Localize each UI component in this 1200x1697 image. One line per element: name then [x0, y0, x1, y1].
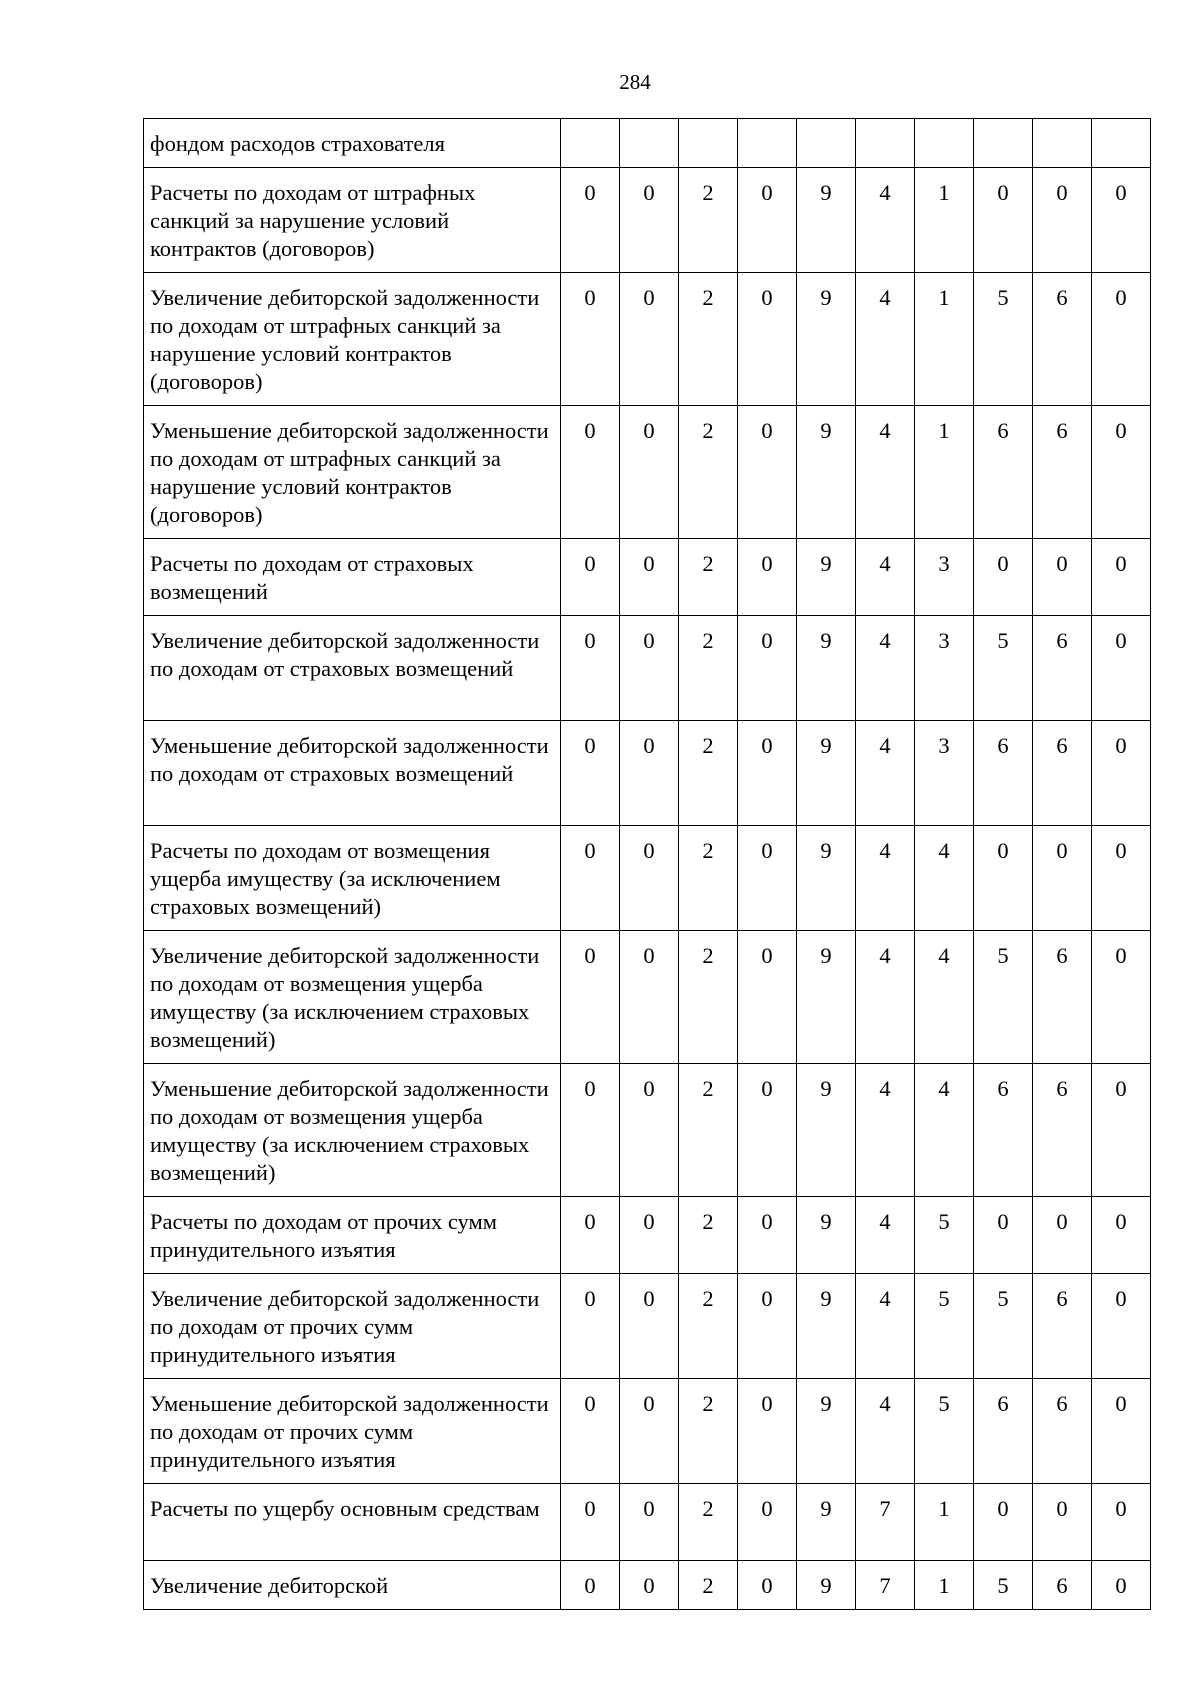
code-digit-cell: [915, 119, 974, 168]
account-name-cell: Увеличение дебиторской: [144, 1561, 561, 1610]
code-digit-cell: 0: [561, 1274, 620, 1379]
code-digit-cell: 0: [561, 539, 620, 616]
code-digit-cell: 9: [797, 826, 856, 931]
code-digit-cell: 0: [974, 168, 1033, 273]
code-digit-cell: [561, 119, 620, 168]
code-digit-cell: 0: [561, 826, 620, 931]
code-digit-cell: 0: [738, 539, 797, 616]
table-body: [144, 119, 1151, 1610]
code-digit-cell: 0: [1033, 826, 1092, 931]
code-digit-cell: 9: [797, 168, 856, 273]
code-digit-cell: 6: [974, 1379, 1033, 1484]
code-digit-cell: 5: [974, 273, 1033, 406]
code-digit-cell: 0: [974, 1197, 1033, 1274]
code-digit-cell: 0: [1033, 168, 1092, 273]
code-digit-cell: 2: [679, 1379, 738, 1484]
code-digit-cell: 6: [974, 406, 1033, 539]
account-name-cell: Уменьшение дебиторской задолженности по доходам от прочих сумм принудительного изъятия: [144, 1379, 561, 1484]
code-digit-cell: 1: [915, 1484, 974, 1561]
account-name-cell: Увеличение дебиторской задолженности по доходам от страховых возмещений: [144, 616, 561, 721]
table-row: [144, 616, 1151, 721]
code-digit-cell: 0: [561, 168, 620, 273]
code-digit-cell: 0: [620, 1379, 679, 1484]
code-digit-cell: 0: [561, 1379, 620, 1484]
code-digit-cell: 0: [738, 1197, 797, 1274]
table-row: [144, 1561, 1151, 1610]
code-digit-cell: 9: [797, 1379, 856, 1484]
table-row: [144, 168, 1151, 273]
code-digit-cell: 6: [1033, 931, 1092, 1064]
code-digit-cell: 0: [738, 273, 797, 406]
code-digit-cell: 6: [974, 721, 1033, 826]
code-digit-cell: 6: [1033, 1379, 1092, 1484]
code-digit-cell: 0: [561, 1561, 620, 1610]
code-digit-cell: 4: [856, 1064, 915, 1197]
code-digit-cell: 6: [974, 1064, 1033, 1197]
code-digit-cell: 9: [797, 273, 856, 406]
code-digit-cell: 5: [974, 1561, 1033, 1610]
code-digit-cell: 2: [679, 1561, 738, 1610]
table-row: [144, 273, 1151, 406]
code-digit-cell: 0: [1092, 616, 1151, 721]
code-digit-cell: [1092, 119, 1151, 168]
code-digit-cell: 4: [856, 826, 915, 931]
code-digit-cell: 0: [620, 721, 679, 826]
code-digit-cell: [738, 119, 797, 168]
code-digit-cell: 9: [797, 1064, 856, 1197]
code-digit-cell: 5: [974, 1274, 1033, 1379]
table-row: [144, 826, 1151, 931]
code-digit-cell: 0: [620, 406, 679, 539]
code-digit-cell: [1033, 119, 1092, 168]
code-digit-cell: 0: [620, 273, 679, 406]
code-digit-cell: 0: [1092, 826, 1151, 931]
code-digit-cell: 6: [1033, 1561, 1092, 1610]
code-digit-cell: 4: [856, 721, 915, 826]
account-name-cell: Расчеты по доходам от прочих сумм принудительного изъятия: [144, 1197, 561, 1274]
code-digit-cell: 7: [856, 1561, 915, 1610]
code-digit-cell: 4: [915, 1064, 974, 1197]
code-digit-cell: 4: [856, 931, 915, 1064]
code-digit-cell: [679, 119, 738, 168]
account-name-cell: Расчеты по доходам от штрафных санкций за нарушение условий контрактов (договоров): [144, 168, 561, 273]
code-digit-cell: 0: [620, 539, 679, 616]
code-digit-cell: 0: [1033, 1484, 1092, 1561]
table-row: [144, 1274, 1151, 1379]
code-digit-cell: 9: [797, 406, 856, 539]
code-digit-cell: 4: [856, 1274, 915, 1379]
code-digit-cell: 0: [738, 1484, 797, 1561]
code-digit-cell: 0: [561, 1484, 620, 1561]
code-digit-cell: 9: [797, 721, 856, 826]
code-digit-cell: 2: [679, 168, 738, 273]
table-row: [144, 1064, 1151, 1197]
code-digit-cell: 0: [561, 406, 620, 539]
page-number: 284: [619, 70, 651, 94]
table-row: [144, 1484, 1151, 1561]
account-name-cell: Уменьшение дебиторской задолженности по доходам от страховых возмещений: [144, 721, 561, 826]
code-digit-cell: 0: [738, 406, 797, 539]
code-digit-cell: 3: [915, 539, 974, 616]
code-digit-cell: 2: [679, 931, 738, 1064]
table-row: [144, 1197, 1151, 1274]
code-digit-cell: 5: [915, 1197, 974, 1274]
code-digit-cell: 0: [738, 168, 797, 273]
code-digit-cell: 9: [797, 616, 856, 721]
code-digit-cell: 3: [915, 721, 974, 826]
code-digit-cell: 2: [679, 1197, 738, 1274]
code-digit-cell: 0: [561, 1064, 620, 1197]
code-digit-cell: 7: [856, 1484, 915, 1561]
table-row: [144, 539, 1151, 616]
code-digit-cell: 2: [679, 539, 738, 616]
table-row: [144, 119, 1151, 168]
account-name-cell: Расчеты по доходам от возмещения ущерба имуществу (за исключением страховых возмещений): [144, 826, 561, 931]
code-digit-cell: 9: [797, 1561, 856, 1610]
code-digit-cell: 2: [679, 826, 738, 931]
code-digit-cell: 6: [1033, 721, 1092, 826]
code-digit-cell: 0: [561, 721, 620, 826]
code-digit-cell: 0: [1092, 931, 1151, 1064]
account-name-cell: Уменьшение дебиторской задолженности по доходам от штрафных санкций за нарушение условий контрактов (договоров): [144, 406, 561, 539]
code-digit-cell: 0: [1092, 273, 1151, 406]
code-digit-cell: 0: [1092, 1274, 1151, 1379]
code-digit-cell: 0: [738, 826, 797, 931]
code-digit-cell: 2: [679, 273, 738, 406]
code-digit-cell: 1: [915, 168, 974, 273]
code-digit-cell: 0: [1092, 168, 1151, 273]
table-row: [144, 931, 1151, 1064]
code-digit-cell: 2: [679, 721, 738, 826]
code-digit-cell: 0: [620, 1197, 679, 1274]
code-digit-cell: 4: [915, 931, 974, 1064]
account-name-cell: Увеличение дебиторской задолженности по доходам от прочих сумм принудительного изъятия: [144, 1274, 561, 1379]
code-digit-cell: 5: [915, 1379, 974, 1484]
code-digit-cell: 4: [915, 826, 974, 931]
code-digit-cell: [797, 119, 856, 168]
account-name-cell: Расчеты по ущербу основным средствам: [144, 1484, 561, 1561]
code-digit-cell: 9: [797, 931, 856, 1064]
account-name-cell: Увеличение дебиторской задолженности по доходам от штрафных санкций за нарушение условий контрактов (договоров): [144, 273, 561, 406]
code-digit-cell: 0: [620, 168, 679, 273]
code-digit-cell: 3: [915, 616, 974, 721]
code-digit-cell: 0: [620, 826, 679, 931]
code-digit-cell: 2: [679, 1274, 738, 1379]
code-digit-cell: 4: [856, 1379, 915, 1484]
account-codes-table: [143, 118, 1151, 1610]
code-digit-cell: 0: [620, 1274, 679, 1379]
table-row: [144, 721, 1151, 826]
code-digit-cell: 0: [738, 1379, 797, 1484]
code-digit-cell: 4: [856, 273, 915, 406]
code-digit-cell: 6: [1033, 1064, 1092, 1197]
code-digit-cell: 0: [974, 826, 1033, 931]
code-digit-cell: 0: [1092, 1379, 1151, 1484]
code-digit-cell: 0: [620, 931, 679, 1064]
code-digit-cell: 4: [856, 168, 915, 273]
code-digit-cell: 0: [620, 1561, 679, 1610]
code-digit-cell: 9: [797, 1274, 856, 1379]
code-digit-cell: 9: [797, 539, 856, 616]
code-digit-cell: 6: [1033, 406, 1092, 539]
code-digit-cell: 0: [561, 616, 620, 721]
code-digit-cell: 5: [974, 931, 1033, 1064]
code-digit-cell: [856, 119, 915, 168]
code-digit-cell: 2: [679, 616, 738, 721]
code-digit-cell: 0: [1092, 539, 1151, 616]
table-row: [144, 1379, 1151, 1484]
code-digit-cell: 1: [915, 273, 974, 406]
code-digit-cell: 0: [738, 1064, 797, 1197]
code-digit-cell: 5: [915, 1274, 974, 1379]
code-digit-cell: 0: [738, 721, 797, 826]
code-digit-cell: 9: [797, 1484, 856, 1561]
code-digit-cell: 0: [738, 1561, 797, 1610]
code-digit-cell: 0: [1033, 1197, 1092, 1274]
code-digit-cell: 4: [856, 1197, 915, 1274]
code-digit-cell: 5: [974, 616, 1033, 721]
code-digit-cell: 0: [1092, 1064, 1151, 1197]
code-digit-cell: 0: [1092, 406, 1151, 539]
code-digit-cell: 0: [1092, 1561, 1151, 1610]
code-digit-cell: 1: [915, 406, 974, 539]
code-digit-cell: 0: [738, 616, 797, 721]
code-digit-cell: 6: [1033, 616, 1092, 721]
code-digit-cell: 0: [620, 1484, 679, 1561]
account-name-cell: Уменьшение дебиторской задолженности по доходам от возмещения ущерба имуществу (за исключением страховых возмещений): [144, 1064, 561, 1197]
code-digit-cell: 9: [797, 1197, 856, 1274]
code-digit-cell: 1: [915, 1561, 974, 1610]
account-name-cell: Увеличение дебиторской задолженности по доходам от возмещения ущерба имуществу (за исключением страховых возмещений): [144, 931, 561, 1064]
code-digit-cell: 2: [679, 1484, 738, 1561]
code-digit-cell: 0: [738, 1274, 797, 1379]
code-digit-cell: 0: [561, 931, 620, 1064]
code-digit-cell: [974, 119, 1033, 168]
table-row: [144, 406, 1151, 539]
code-digit-cell: 0: [620, 616, 679, 721]
code-digit-cell: 2: [679, 406, 738, 539]
code-digit-cell: 6: [1033, 273, 1092, 406]
account-name-cell: Расчеты по доходам от страховых возмещений: [144, 539, 561, 616]
code-digit-cell: 0: [620, 1064, 679, 1197]
code-digit-cell: 6: [1033, 1274, 1092, 1379]
code-digit-cell: [620, 119, 679, 168]
code-digit-cell: 4: [856, 616, 915, 721]
code-digit-cell: 0: [974, 539, 1033, 616]
code-digit-cell: 2: [679, 1064, 738, 1197]
code-digit-cell: 0: [974, 1484, 1033, 1561]
code-digit-cell: 0: [561, 273, 620, 406]
code-digit-cell: 0: [1092, 721, 1151, 826]
code-digit-cell: 4: [856, 539, 915, 616]
code-digit-cell: 4: [856, 406, 915, 539]
code-digit-cell: 0: [738, 931, 797, 1064]
account-name-cell: фондом расходов страхователя: [144, 119, 561, 168]
code-digit-cell: 0: [1092, 1484, 1151, 1561]
code-digit-cell: 0: [1033, 539, 1092, 616]
code-digit-cell: 0: [1092, 1197, 1151, 1274]
code-digit-cell: 0: [561, 1197, 620, 1274]
